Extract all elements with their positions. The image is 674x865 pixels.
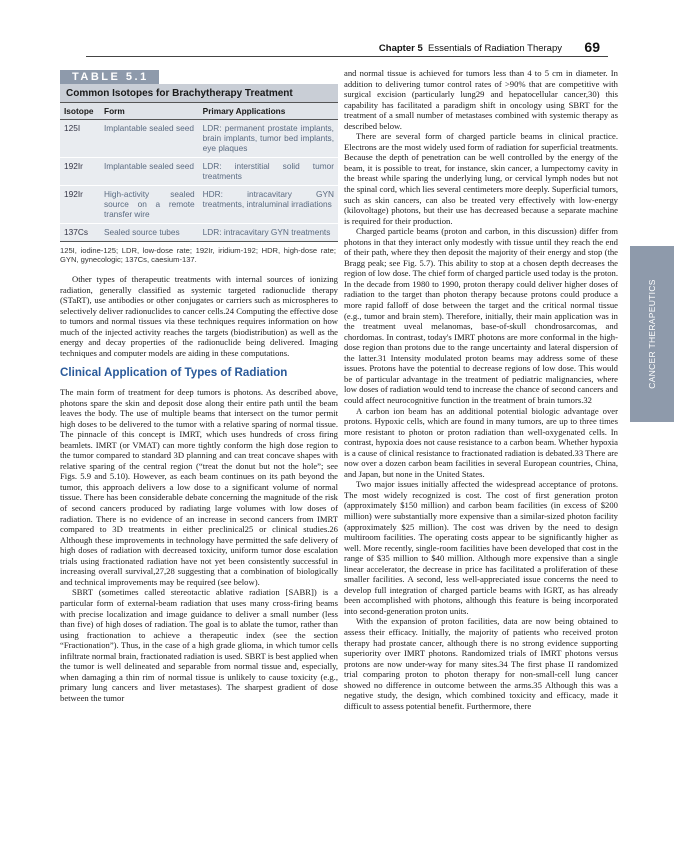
table-header-row [60,103,338,120]
body-paragraph: SBRT (sometimes called stereotactic ablative radiation [SABR]) is a particular form of external-beam radiation that uses many cross-firing beams with precise localization and image guidance to deliver a small number (less than five) of high doses of radiation. The goal is to ablate the tumor, rather than using fractionation to achieve a therapeutic index (see the section “Fractionation”). Thus, in the case of a high grade glioma, in which tumor cells infiltrate normal brain, fractionated radiation is used. SBRT is best applied when the tumor is well delineated and separable from normal tissue and, especially, when damaging a thin rim of normal tissue is unlikely to cause toxicity (e.g., primary lung cancers and liver metastases). The sharpest gradient of dose between the tumor [60,587,338,703]
side-tab-label: CANCER THERAPEUTICS [647,279,657,389]
right-column [344,68,618,711]
chapter-heading [379,43,562,54]
page-number: 69 [584,39,600,55]
body-paragraph: and normal tissue is achieved for tumors less than 4 to 5 cm in diameter. In addition to delivering tumor control rates of >90% that are competitive with surgical excision (particularly lung29 and hepatocellular cancer,30) this capability has facilitated a paradigm shift in oncology using SBRT for the treatment of a small number of metastases combined with systemic therapy as described below. [344,68,618,131]
table-cell: LDR: intracavitary GYN treatments [199,224,338,242]
table-header-cell: Primary Applications [199,103,338,120]
body-paragraph: Other types of therapeutic treatments with internal sources of ionizing radiation, generally classified as systemic targeted radionuclide therapy (STaRT), use antibodies or other conjugates or carriers such as microspheres to selectively deliver radionuclides to cancer cells.24 Computing the effective dose to tumors and normal tissues via these techniques requires information on how much of the injected activity reaches the targets (biodistribution) as well as the energy and decay properties of the radionuclide being delivered. Imaging techniques and computer models are aiding in these computations. [60,274,338,358]
table-cell: 192Ir [60,158,100,186]
body-paragraph: The main form of treatment for deep tumors is photons. As described above, photons spare the skin and deposit dose along their entire path until the beam leaves the body. The use of multiple beams that intersect on the tumor permit high doses to be delivered to the tumor with a relative sparing of normal tissue. The pinnacle of this concept is IMRT, which uses hundreds of cross firing beamlets. IMRT (or VMAT) can more tightly conform the high dose region to the tumor compared to standard 3D planning and can treat concave shapes with relative sparing of the central region (“treat the donut but not the hole”; see Figs. 5.9 and 5.10). However, as each beam continues on its path beyond the tumor, this approach delivers a low dose to a significant volume of normal tissue. There has been considerable debate concerning the magnitude of the risk of second cancers produced by radiating large volumes with low doses of radiation. There is no evidence of an increase in second cancers from IMRT compared to 3D treatments in either preclinical25 or clinical studies.26 Although these improvements in technology have permitted the safe delivery of high doses of radiation with decreased toxicity, uniform tumor dose escalation trials using fractionated radiation have not yet been consistently successful in increasing overall survival,27,28 suggesting that a combination of biologically and technical improvements may be required (see below). [60,387,338,587]
body-paragraph: Two major issues initially affected the widespread acceptance of protons. The most widely recognized is cost. The cost of first generation proton (approximately $150 million) and carbon beam facilities (in excess of $200 million) were substantially more expensive than a similar-sized photon facility (approximately $25 million). The cost was driven by the need to design multiroom facilities. The operating costs appear to be significantly higher as well. More recently, single-room facilities have been developed that cost in the range of $35 million to $40 million. Although more expensive than a single linear accelerator, the decrease in price has facilitated a proliferation of these smaller facilities. A second, less well-appreciated issue concerns the need to develop full integration of charged particle beams with IGRT, as has already been accomplished with photons, although this feature is being incorporated into second-generation proton units. [344,479,618,616]
table-cell: 192Ir [60,186,100,224]
table-tag: TABLE 5.1 [60,70,159,84]
left-column [60,70,338,703]
table-header-cell: Form [100,103,199,120]
side-tab [630,246,674,422]
table-cell: 125I [60,120,100,158]
table-cell: Implantable sealed seed [100,158,199,186]
chapter-title: Essentials of Radiation Therapy [428,43,562,54]
table-footnote: 125I, iodine-125; LDR, low-dose rate; 192Ir, iridium-192; HDR, high-dose rate; GYN, gynecologic; 137Cs, caesium-137. [60,241,338,264]
table-row [60,120,338,158]
body-paragraph: With the expansion of proton facilities, data are now being obtained to assess their efficacy. Initially, the majority of patients who received proton therapy had prostate cancer, although there is no strong evidence supporting superiority over IMRT photons. Randomized trials of IMRT photons versus protons are now under-way for many sites.34 The first phase II randomized trial comparing proton to photon therapy for non-small-cell lung cancer showed no difference in outcome between the arms.35 Although this was a negative study, the design, which combined toxicity and efficacy, made it difficult to assess potential benefit. Furthermore, there [344,616,618,711]
chapter-label: Chapter 5 [378,43,423,54]
table-row [60,186,338,224]
section-heading: Clinical Application of Types of Radiation [60,366,288,380]
table-cell: LDR: permanent prostate implants, brain implants, tumor bed implants, eye plaques [199,120,338,158]
isotope-table [60,103,338,241]
body-paragraph: Charged particle beams (proton and carbon, in this discussion) differ from photons in that they interact only modestly with tissue until they reach the end of their path, where they then deposit the majority of their energy and stop (the Bragg peak; see Fig. 5.7). This ability to stop at a chosen depth decreases the region of low dose. The chief form of charged particle used today is the proton. In the decade from 1980 to 1990, proton therapy could deliver higher doses of radiation to the target than photon therapy because protons could produce a more rapid falloff of dose between the target and the critical normal tissue (e.g., tumor and brain stem). Therefore, initially, their main application was in the treatment uveal melanomas, base-of-skull chondrosarcomas, and chordomas. In contrast, today's IMRT photons are more conformal in the high-dose region than protons due to the range uncertainty and lateral dispersion of the latter.31 Intensity modulated proton beams may address some of these issues. Protons have the potential to decrease regions of low dose. This would be of particular advantage in the treatment of pediatric malignancies, where low doses of radiation would tend to increase the chance of second cancers and could affect neurocognitive function in the treatment of brain tumors.32 [344,226,618,405]
table-title: Common Isotopes for Brachytherapy Treatment [60,84,338,104]
table-cell: HDR: intracavitary GYN treatments, intraluminal irradiations [199,186,338,224]
table-header-cell: Isotope [60,103,100,120]
table-row [60,224,338,242]
table-cell: Sealed source tubes [100,224,199,242]
table-cell: LDR: interstitial solid tumor treatments [199,158,338,186]
table-row [60,158,338,186]
body-paragraph: A carbon ion beam has an additional potential biologic advantage over protons. Hypoxic cells, which are found in many tumors, are up to three times more resistant to photon or proton radiation than well-oxygenated cells. In contrast, hypoxia does not cause resistance to a carbon beam. Whether hypoxia is a cause of clinical resistance to fractionated radiation is debated.33 There are now over a dozen carbon beam facilities in several European countries, China, and Japan, but none in the United States. [344,405,618,479]
table-cell: Implantable sealed seed [100,120,199,158]
table-cell: High-activity sealed source on a remote transfer wire [100,186,199,224]
header-rule [86,56,608,57]
table-cell: 137Cs [60,224,100,242]
running-head [0,36,674,56]
body-paragraph: There are several form of charged particle beams in clinical practice. Electrons are the most widely used form of radiation for superficial treatments. Because the depth of penetration can be well controlled by the energy of the beam, it is possible to treat, for instance, skin cancer, a lumpectomy cavity in the breast while sparing the underlying lung, or cervical lymph nodes but not the spinal cord, which lies several centimeters more deeply. Superficial tumors, such as skin cancers, can also be treated very effectively with low-energy (kilovoltage) photons, but their use has decreased because a separate machine is required for their production. [344,131,618,226]
table-5-1 [60,70,338,264]
